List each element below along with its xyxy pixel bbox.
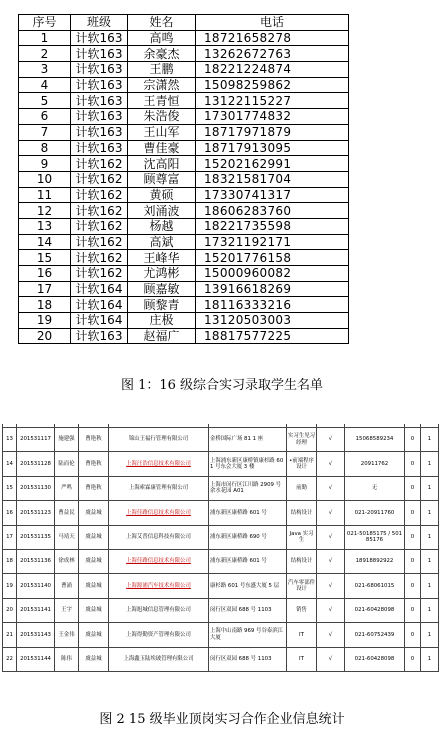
cell-check: √ <box>317 574 345 598</box>
cell-position: •前端程序设计 <box>287 452 317 476</box>
cell-flag-a: 0 <box>405 549 421 573</box>
cell-flag-b: 1 <box>421 501 439 525</box>
row-index: 7 <box>19 124 71 140</box>
cell-company: 上海索霖康管理有限公司 <box>109 476 209 500</box>
cell-position: 实习生见习经理 <box>287 428 317 452</box>
cell-seq: 17 <box>3 525 17 549</box>
cell-phone: 无 <box>345 476 405 500</box>
table-row <box>19 93 349 109</box>
row-phone: 17321192171 <box>196 234 349 250</box>
row-class: 计软162 <box>71 250 128 266</box>
cell-company: 上海旭城信息管理有限公司 <box>109 598 209 622</box>
figure2-caption: 图 2 15 级毕业顶岗实习合作企业信息统计 <box>99 712 345 727</box>
header-index: 序号 <box>19 15 71 31</box>
cell-student: 陆而伦 <box>55 452 79 476</box>
cell-phone: 15068589234 <box>345 428 405 452</box>
cell-student: 陈伟 <box>55 647 79 671</box>
cell-seq: 14 <box>3 452 17 476</box>
cell-phone: 021-60752439 <box>345 623 405 647</box>
cell-position: 结构设计 <box>287 501 317 525</box>
row-index: 2 <box>19 46 71 62</box>
cell-student-id: 201531128 <box>17 452 55 476</box>
row-phone: 18717913095 <box>196 140 349 156</box>
row-phone: 15201776158 <box>196 250 349 266</box>
table-row <box>19 234 349 250</box>
cell-flag-a: 0 <box>405 501 421 525</box>
row-name: 庄极 <box>128 313 196 329</box>
cell-seq: 20 <box>3 598 17 622</box>
cell-teacher: 曹艳秋 <box>79 476 109 500</box>
cell-phone: 021-68061015 <box>345 574 405 598</box>
cell-position: 销售 <box>287 598 317 622</box>
cell-check: √ <box>317 428 345 452</box>
student-list-table <box>18 14 349 344</box>
cell-address: 上海市闵行区江川路 2909 号余水花园 A01 <box>209 476 287 500</box>
row-phone: 18221735598 <box>196 218 349 234</box>
row-class: 计软164 <box>71 297 128 313</box>
cell-company: 上海源浦汽车技术有限公司 <box>109 574 209 598</box>
row-name: 余豪杰 <box>128 46 196 62</box>
cell-check: √ <box>317 623 345 647</box>
table-row <box>19 124 349 140</box>
row-name: 杨越 <box>128 218 196 234</box>
cell-teacher: 虞益城 <box>79 525 109 549</box>
cell-flag-b: 1 <box>421 476 439 500</box>
row-phone: 17301774832 <box>196 109 349 125</box>
cell-seq: 22 <box>3 647 17 671</box>
cell-student: 严鸣 <box>55 476 79 500</box>
cell-student-id: 201531136 <box>17 549 55 573</box>
cell-phone: 20911762 <box>345 452 405 476</box>
cell-seq: 15 <box>3 476 17 500</box>
row-name: 高斌 <box>128 234 196 250</box>
cell-student-id: 201531141 <box>17 598 55 622</box>
table-row <box>19 266 349 282</box>
row-name: 沈高阳 <box>128 156 196 172</box>
row-index: 18 <box>19 297 71 313</box>
row-index: 10 <box>19 171 71 187</box>
table-row <box>3 525 439 549</box>
table-row <box>19 140 349 156</box>
figure1-caption: 图 1：16 级综合实习录取学生名单 <box>120 378 324 393</box>
row-phone: 18717971879 <box>196 124 349 140</box>
row-index: 8 <box>19 140 71 156</box>
table-row <box>19 297 349 313</box>
table-row <box>19 62 349 78</box>
row-phone: 18721658278 <box>196 30 349 46</box>
cell-phone: 021-20911760 <box>345 501 405 525</box>
cell-check: √ <box>317 549 345 573</box>
row-index: 4 <box>19 77 71 93</box>
row-index: 17 <box>19 281 71 297</box>
table-row <box>3 623 439 647</box>
cell-position: Java 实习生 <box>287 525 317 549</box>
table-row <box>19 156 349 172</box>
cell-flag-b: 1 <box>421 428 439 452</box>
cell-flag-b: 1 <box>421 647 439 671</box>
header-phone: 电话 <box>196 15 349 31</box>
row-class: 计软162 <box>71 203 128 219</box>
row-index: 11 <box>19 187 71 203</box>
row-name: 王峰华 <box>128 250 196 266</box>
row-phone: 13916618269 <box>196 281 349 297</box>
cell-flag-a: 0 <box>405 574 421 598</box>
cell-student-id: 201531123 <box>17 501 55 525</box>
table-row <box>19 187 349 203</box>
row-class: 计软163 <box>71 124 128 140</box>
cell-flag-b: 1 <box>421 574 439 598</box>
row-index: 20 <box>19 328 71 344</box>
row-name: 赵福广 <box>128 328 196 344</box>
row-name: 刘涌波 <box>128 203 196 219</box>
cell-position: 前勤 <box>287 476 317 500</box>
table-row <box>3 428 439 452</box>
row-name: 顾尊富 <box>128 171 196 187</box>
row-phone: 18606283760 <box>196 203 349 219</box>
cell-flag-b: 1 <box>421 525 439 549</box>
row-phone: 15202162991 <box>196 156 349 172</box>
cell-flag-a: 0 <box>405 623 421 647</box>
row-class: 计软163 <box>71 328 128 344</box>
cell-company: 上海鑫玉陆埃玻管理有限公司 <box>109 647 209 671</box>
cell-student: 徐成林 <box>55 549 79 573</box>
cell-student-id: 201531144 <box>17 647 55 671</box>
cell-student: 施建强 <box>55 428 79 452</box>
cell-teacher: 虞益城 <box>79 647 109 671</box>
row-class: 计软163 <box>71 46 128 62</box>
cell-teacher: 曹艳秋 <box>79 452 109 476</box>
cell-position: IT <box>287 647 317 671</box>
cell-company: 上海艾普信息科技有限公司 <box>109 525 209 549</box>
table-row <box>19 203 349 219</box>
cell-check: √ <box>317 647 345 671</box>
cell-flag-b: 1 <box>421 452 439 476</box>
cell-teacher: 虞益城 <box>79 549 109 573</box>
row-phone: 18221224874 <box>196 62 349 78</box>
cell-seq: 19 <box>3 574 17 598</box>
row-class: 计软162 <box>71 266 128 282</box>
row-name: 黄硕 <box>128 187 196 203</box>
cell-check: √ <box>317 598 345 622</box>
row-phone: 17330741317 <box>196 187 349 203</box>
cell-student-id: 201531140 <box>17 574 55 598</box>
row-index: 13 <box>19 218 71 234</box>
cell-phone: 18918892922 <box>345 549 405 573</box>
cell-teacher: 虞益城 <box>79 574 109 598</box>
cell-seq: 21 <box>3 623 17 647</box>
row-phone: 18321581704 <box>196 171 349 187</box>
cell-flag-a: 0 <box>405 598 421 622</box>
row-class: 计软162 <box>71 171 128 187</box>
row-class: 计软162 <box>71 234 128 250</box>
cell-phone: 021-50185175 / 50185176 <box>345 525 405 549</box>
row-class: 计软163 <box>71 77 128 93</box>
row-phone: 13122115227 <box>196 93 349 109</box>
cell-seq: 18 <box>3 549 17 573</box>
row-index: 1 <box>19 30 71 46</box>
cell-student: 马靖天 <box>55 525 79 549</box>
cell-flag-a: 0 <box>405 647 421 671</box>
row-name: 高鸣 <box>128 30 196 46</box>
table-row <box>19 313 349 329</box>
cell-student: 曹涌 <box>55 574 79 598</box>
cell-student-id: 201531130 <box>17 476 55 500</box>
company-table-scan <box>2 424 440 694</box>
row-class: 计软163 <box>71 62 128 78</box>
cell-flag-b: 1 <box>421 623 439 647</box>
cell-address: 闵行区双园 688 号 1103 <box>209 598 287 622</box>
cell-check: √ <box>317 525 345 549</box>
cell-phone: 021-60428098 <box>345 598 405 622</box>
cell-position: 汽车零部件设计 <box>287 574 317 598</box>
row-name: 宗潇然 <box>128 77 196 93</box>
table-row <box>19 328 349 344</box>
cell-teacher: 虞益城 <box>79 623 109 647</box>
table-row <box>19 171 349 187</box>
cell-company: 上海佳路信息技术有限公司 <box>109 549 209 573</box>
cell-student-id: 201531117 <box>17 428 55 452</box>
table-header-row <box>19 15 349 31</box>
table-row <box>3 452 439 476</box>
row-name: 曹佳豪 <box>128 140 196 156</box>
row-name: 尤鸿彬 <box>128 266 196 282</box>
cell-teacher: 虞益城 <box>79 598 109 622</box>
cell-seq: 13 <box>3 428 17 452</box>
cell-check: √ <box>317 452 345 476</box>
table-row <box>19 281 349 297</box>
row-class: 计软164 <box>71 281 128 297</box>
row-name: 王鹏 <box>128 62 196 78</box>
table-row <box>3 549 439 573</box>
cell-company: 上海汪浩信息技术有限公司 <box>109 452 209 476</box>
row-index: 3 <box>19 62 71 78</box>
row-index: 12 <box>19 203 71 219</box>
cell-company: 上海得勤资产管理有限公司 <box>109 623 209 647</box>
row-class: 计软164 <box>71 313 128 329</box>
table-row <box>3 598 439 622</box>
cell-flag-b: 1 <box>421 598 439 622</box>
row-phone: 13262672763 <box>196 46 349 62</box>
cell-company: 上海佳路信息技术有限公司 <box>109 501 209 525</box>
table-row <box>3 476 439 500</box>
row-index: 19 <box>19 313 71 329</box>
cell-position: IT <box>287 623 317 647</box>
cell-check: √ <box>317 501 345 525</box>
row-class: 计软162 <box>71 156 128 172</box>
row-index: 6 <box>19 109 71 125</box>
cell-check: √ <box>317 476 345 500</box>
table-row <box>19 109 349 125</box>
cell-student: 曹益民 <box>55 501 79 525</box>
cell-teacher: 虞益城 <box>79 501 109 525</box>
row-name: 朱浩俊 <box>128 109 196 125</box>
cell-flag-a: 0 <box>405 452 421 476</box>
row-class: 计软163 <box>71 140 128 156</box>
row-index: 14 <box>19 234 71 250</box>
header-class: 班级 <box>71 15 128 31</box>
table-row <box>19 218 349 234</box>
cell-address: 浦东新区康桥路 601 号 <box>209 549 287 573</box>
cell-student: 王宇 <box>55 598 79 622</box>
cell-address: 金桥国际广场 81 1 座 <box>209 428 287 452</box>
cell-student: 王金伟 <box>55 623 79 647</box>
cell-address: 浦东新区康桥路 690 号 <box>209 525 287 549</box>
cell-address: 浦东新区康桥路 601 号 <box>209 501 287 525</box>
row-index: 5 <box>19 93 71 109</box>
row-name: 顾黎青 <box>128 297 196 313</box>
row-class: 计软163 <box>71 109 128 125</box>
row-name: 顾嘉敏 <box>128 281 196 297</box>
row-index: 16 <box>19 266 71 282</box>
cell-flag-a: 0 <box>405 525 421 549</box>
row-class: 计软163 <box>71 93 128 109</box>
row-name: 王山军 <box>128 124 196 140</box>
cell-position: 结构设计 <box>287 549 317 573</box>
row-phone: 15000960082 <box>196 266 349 282</box>
table-row <box>3 501 439 525</box>
row-name: 王青恒 <box>128 93 196 109</box>
cell-student-id: 201531135 <box>17 525 55 549</box>
table-row <box>19 250 349 266</box>
cell-phone: 021-60428098 <box>345 647 405 671</box>
cell-seq: 16 <box>3 501 17 525</box>
table-row <box>19 30 349 46</box>
row-index: 15 <box>19 250 71 266</box>
cell-address: 康杉路 601 号东盛大厦 5 层 <box>209 574 287 598</box>
row-index: 9 <box>19 156 71 172</box>
cell-company: 锦山王福行管理有限公司 <box>109 428 209 452</box>
cell-address: 闵行区双园 688 号 1103 <box>209 647 287 671</box>
table-row <box>3 647 439 671</box>
cell-address: 上海浦东新区康桥镇康杉路 601 号东会大厦 3 楼 <box>209 452 287 476</box>
row-phone: 13120503003 <box>196 313 349 329</box>
row-phone: 15098259862 <box>196 77 349 93</box>
table-row <box>3 574 439 598</box>
header-name: 姓名 <box>128 15 196 31</box>
cell-flag-b: 1 <box>421 549 439 573</box>
row-class: 计软162 <box>71 218 128 234</box>
table-row <box>19 46 349 62</box>
cell-student-id: 201531143 <box>17 623 55 647</box>
cell-teacher: 曹艳秋 <box>79 428 109 452</box>
row-class: 计软162 <box>71 187 128 203</box>
cell-flag-a: 0 <box>405 428 421 452</box>
row-class: 计软163 <box>71 30 128 46</box>
row-phone: 18116333216 <box>196 297 349 313</box>
cell-flag-a: 0 <box>405 476 421 500</box>
row-phone: 18817577225 <box>196 328 349 344</box>
company-info-table <box>2 424 439 672</box>
table-row <box>19 77 349 93</box>
cell-address: 上海中山南路 969 号谷泰滨江大厦 <box>209 623 287 647</box>
